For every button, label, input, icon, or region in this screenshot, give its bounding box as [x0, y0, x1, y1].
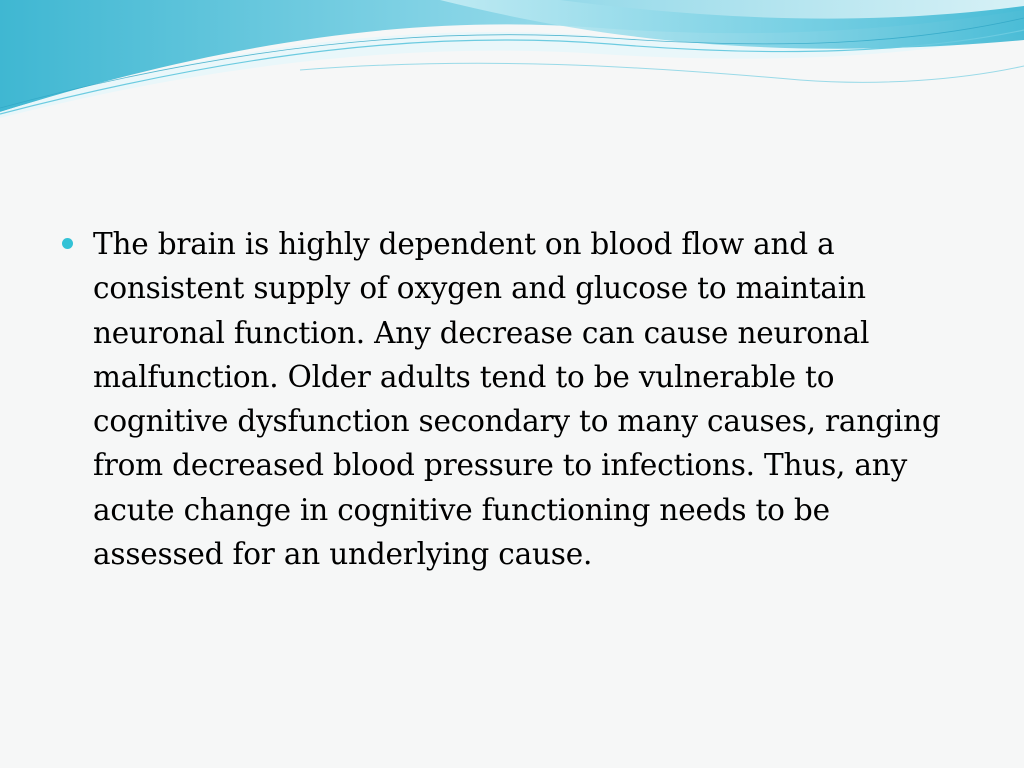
slide-body [62, 222, 962, 576]
bullet-dot-icon [62, 238, 73, 249]
bullet-item [62, 222, 962, 576]
bullet-text: The brain is highly dependent on blood flow and a consistent supply of oxygen and glucose to maintain neuronal function. Any decrease can cause neuronal malfunction. Older adults tend to be vulnerable to cognitive dysfunction secondary to many causes, ranging from decreased blood pressure to infections. Thus, any acute change in cognitive functioning needs to be assessed for an underlying cause. [93, 227, 941, 572]
header-wave-decoration [0, 0, 1024, 130]
